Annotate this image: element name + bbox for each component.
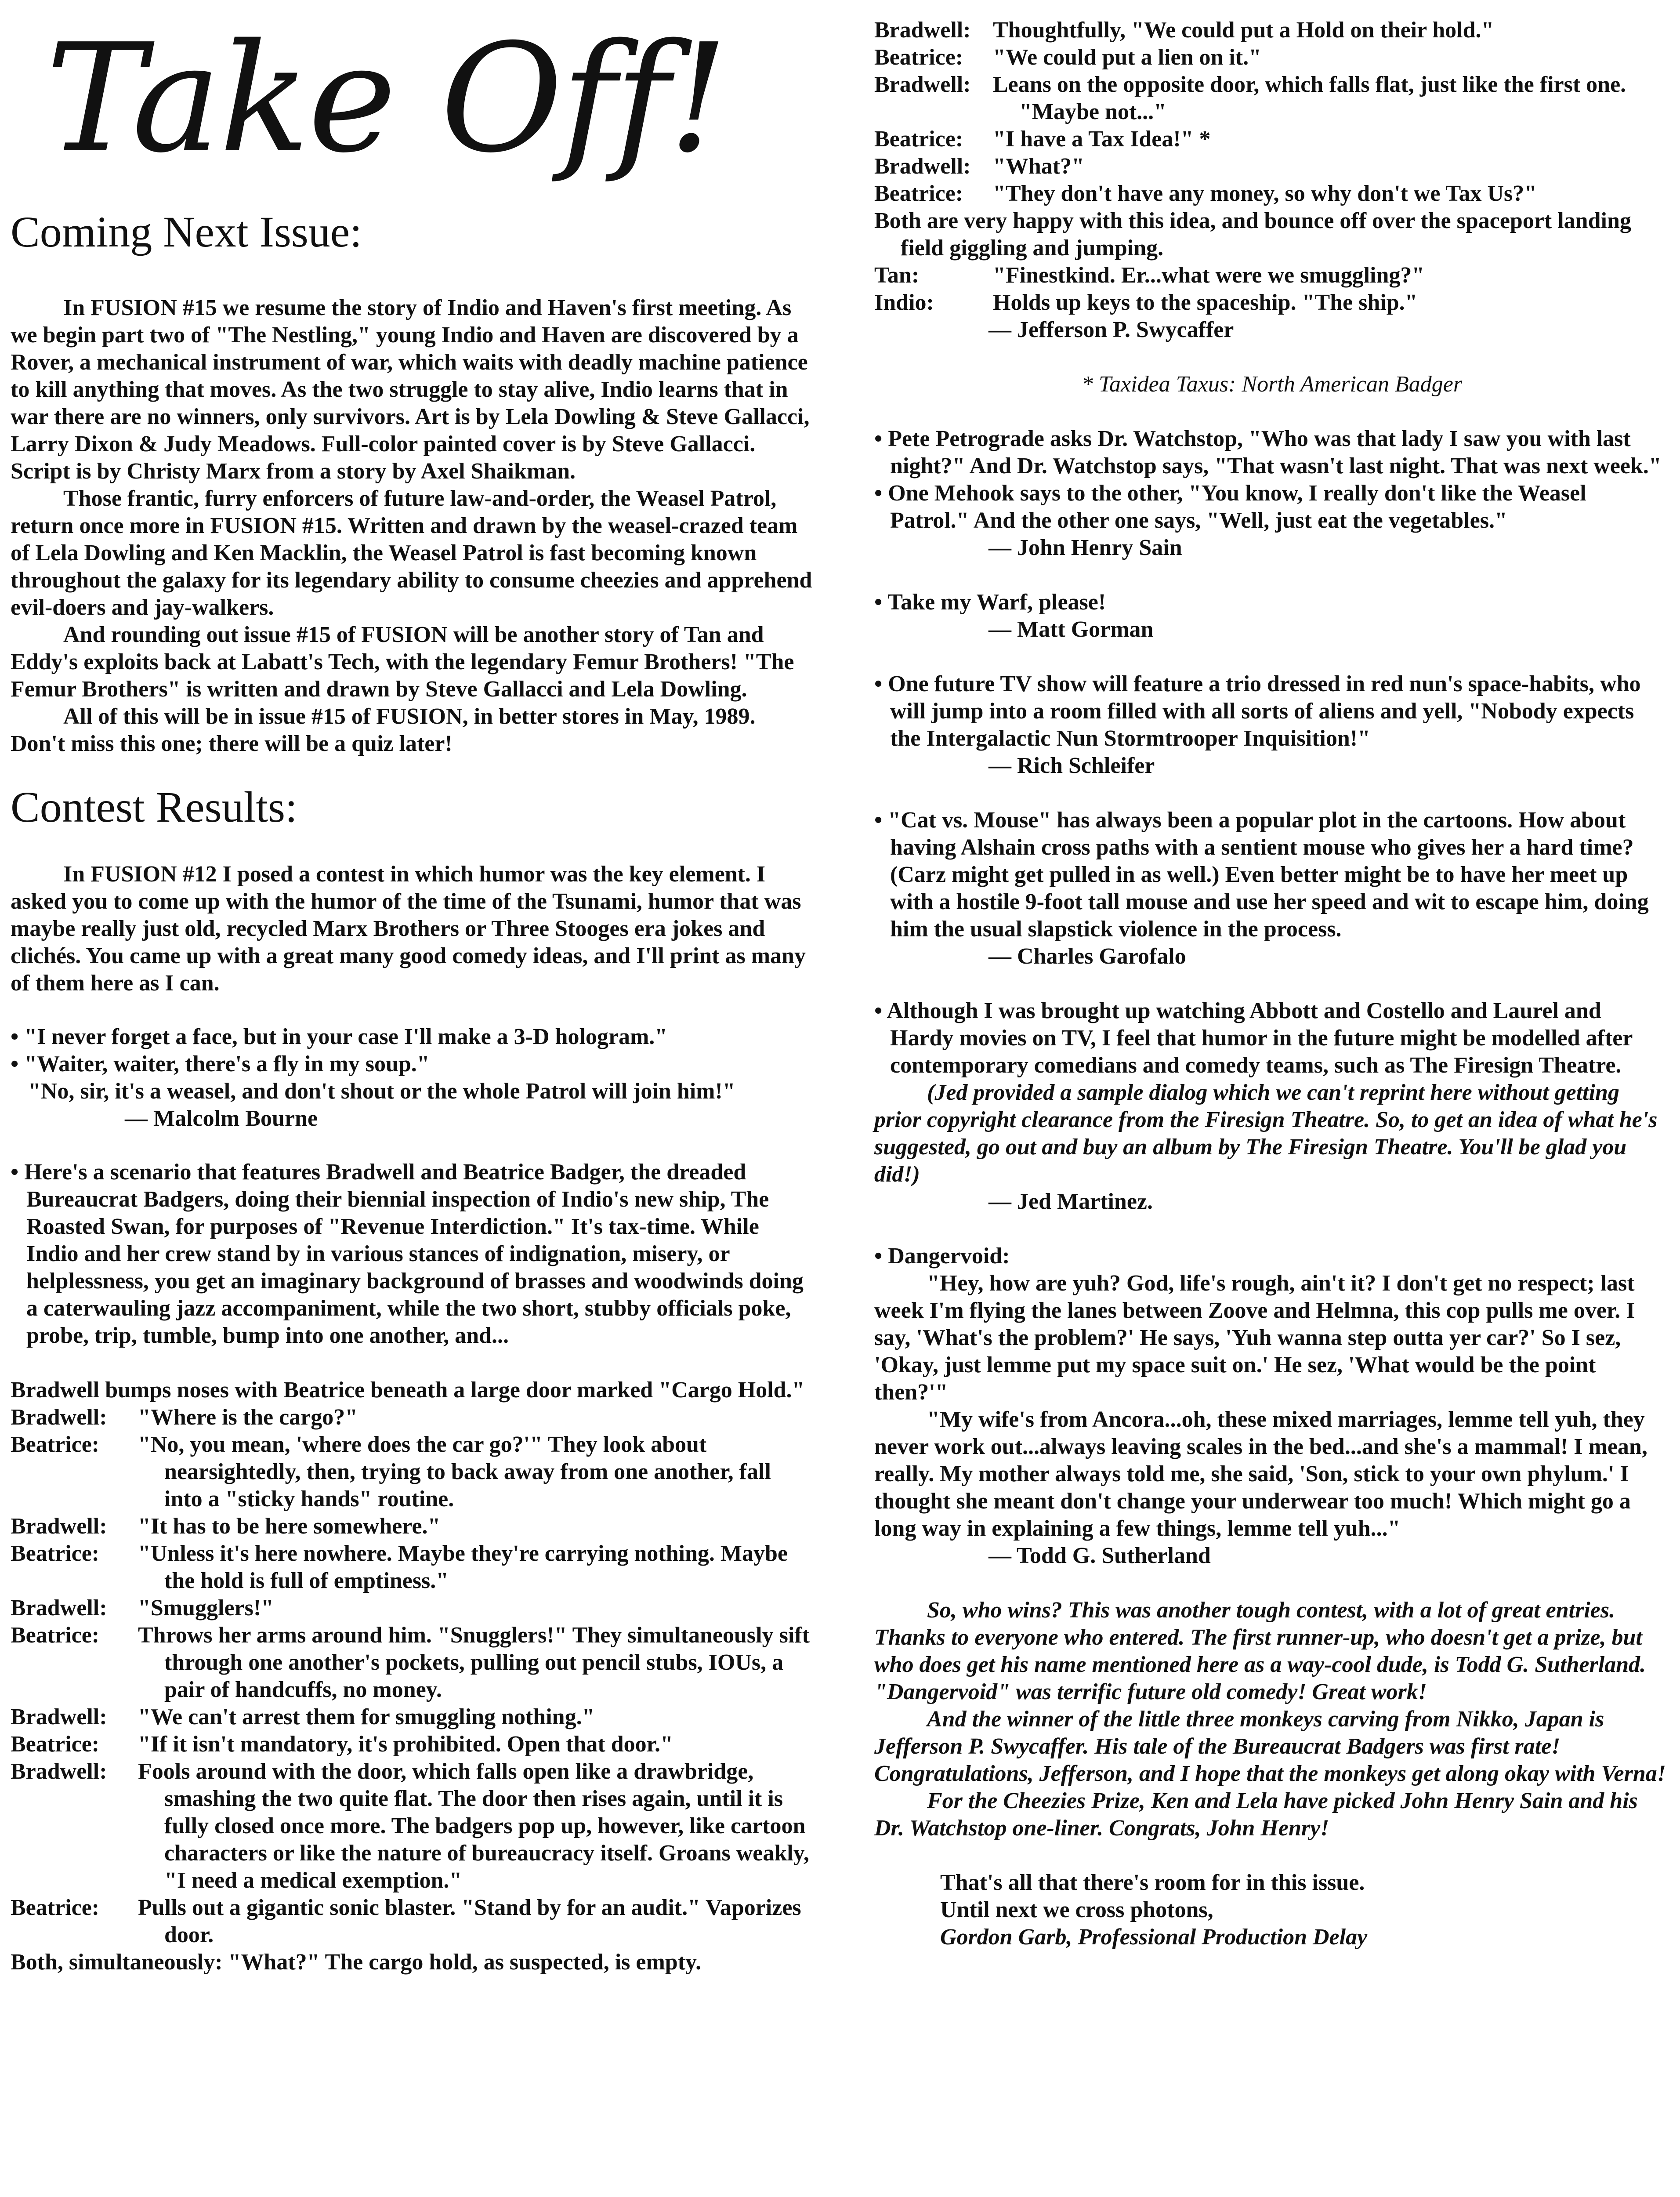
joke-line: • "Cat vs. Mouse" has always been a popular plot in the cartoons. How about having Alshain cross paths with a sentient mouse who gives her a hard time? (Carz might get pulled in as well.) Even better might be to have her meet up with a hostile 9-foot tall mouse and use her speed and wit to escape him, doing him the usual slapstick violence in the process.	[874, 808, 1649, 942]
dialog-line	[11, 1404, 815, 1431]
signature: — Jed Martinez.	[988, 1189, 1153, 1214]
stage-direction: Bradwell bumps noses with Beatrice beneath a large door marked "Cargo Hold."	[11, 1378, 805, 1403]
entry-gorman	[874, 589, 1669, 643]
joke-line: • "I never forget a face, but in your case I'll make a 3-D hologram."	[11, 1024, 668, 1049]
dialog-line	[11, 1595, 815, 1622]
editor-note: (Jed provided a sample dialog which we can't reprint here without getting prior copyright clearance from the Firesign Theatre. So, to get an idea of what he's suggested, go out and buy an album by The Firesign Theatre. You'll be glad you did!)	[874, 1080, 1658, 1187]
joke-line: • One future TV show will feature a trio dressed in red nun's space-habits, who will jump into a room filled with all sorts of aliens and yell, "Nobody expects the Intergalactic Nun Stormtrooper Inquisition!"	[874, 671, 1641, 751]
dialog-text: Fools around with the door, which falls open like a drawbridge, smashing the two quite flat. The door then rises again, until it is fully closed once more. The badgers pop up, however, like cartoon characters or like the nature of bureaucracy itself. Groans weakly, "I need a medical exemption."	[138, 1759, 809, 1893]
dialog-line	[874, 289, 1669, 316]
signature: — Todd G. Sutherland	[988, 1543, 1211, 1568]
next-issue-paragraph: All of this will be in issue #15 of FUSION, in better stores in May, 1989. Don't miss this one; there will be a quiz later!	[11, 704, 756, 756]
dialog-text: "I have a Tax Idea!" *	[993, 127, 1211, 152]
signature: — John Henry Sain	[988, 535, 1182, 560]
dialog-text: "Smugglers!"	[138, 1595, 274, 1621]
dialog-text: "We can't arrest them for smuggling nothing."	[138, 1704, 595, 1729]
both-happy: Both are very happy with this idea, and bounce off over the spaceport landing field giggling and jumping.	[874, 208, 1631, 261]
speaker: Bradwell:	[11, 1405, 107, 1430]
entry-sain	[874, 425, 1669, 562]
winners-paragraph: And the winner of the little three monkeys carving from Nikko, Japan is Jefferson P. Swycaffer. His tale of the Bureaucrat Badgers was first rate! Congratulations, Jefferson, and I hope that the monkeys get along okay with Verna!	[874, 1707, 1666, 1786]
speaker: Indio:	[874, 290, 934, 315]
dialog-text: "Finestkind. Er...what were we smuggling?"	[993, 263, 1425, 288]
closing-line: That's all that there's room for in this issue.	[940, 1870, 1365, 1895]
joke-line: • "Waiter, waiter, there's a fly in my soup."	[11, 1051, 430, 1077]
dialog-left	[11, 1404, 815, 1976]
joke-paragraph: "Hey, how are yuh? God, life's rough, ain't it? I don't get no respect; last week I'm flying the lanes between Zoove and Helmna, this cop pulls me over. I say, 'What's the problem?' He says, 'Yuh wanna step outta yer car?' So I sez, 'Okay, just lemme put my space suit on.' He sez, 'What would be the point then?'"	[874, 1271, 1635, 1405]
dialog-text: "They don't have any money, so why don't we Tax Us?"	[993, 181, 1537, 206]
dialog-text: Holds up keys to the spaceship. "The ship."	[993, 290, 1418, 315]
speaker: Beatrice:	[874, 181, 963, 206]
speaker: Beatrice:	[874, 127, 963, 152]
joke-paragraph: "My wife's from Ancora...oh, these mixed marriages, lemme tell yuh, they never work out...always leaving scales in the bed...and she's a mammal! I mean, really. My mother always told me, she said, 'Son, stick to your own phylum.' I thought she meant don't change your underwear too much! Which might go a long way in explaining a few things, lemme tell yuh..."	[874, 1407, 1647, 1541]
joke-line: "No, sir, it's a weasel, and don't shout or the whole Patrol will join him!"	[28, 1079, 735, 1104]
scenario-intro: • Here's a scenario that features Bradwell and Beatrice Badger, the dreaded Bureaucrat Badgers, doing their biennial inspection of Indio's new ship, The Roasted Swan, for purposes of "Revenue Interdiction." It's tax-time. While Indio and her crew stand by in various stances of indignation, misery, or helplessness, you get an imaginary background of brasses and woodwinds doing a caterwauling jazz accompaniment, while the two short, stubby officials poke, probe, trip, tumble, bump into one another, and...	[11, 1160, 804, 1348]
winners-paragraph: So, who wins? This was another tough contest, with a lot of great entries. Thanks to everyone who entered. The first runner-up, who doesn't get a prize, but who does get his name mentioned here as a way-cool dude, is Todd G. Sutherland. "Dangervoid" was terrific future old comedy! Great work!	[874, 1598, 1646, 1704]
joke-line: • Although I was brought up watching Abbott and Costello and Laurel and Hardy movies on TV, I feel that humor in the future might be modelled after contemporary comedians and comedy teams, such as The Firesign Theatre.	[874, 998, 1633, 1078]
signature: — Jefferson P. Swycaffer	[988, 317, 1234, 342]
dialog-text: "If it isn't mandatory, it's prohibited. Open that door."	[138, 1732, 673, 1757]
speaker: Bradwell:	[874, 18, 971, 43]
dialog-line	[11, 1731, 815, 1758]
dialog-text: Thoughtfully, "We could put a Hold on their hold."	[993, 18, 1494, 43]
next-issue-heading: Coming Next Issue:	[11, 207, 362, 256]
footnote-taxidea: * Taxidea Taxus: North American Badger	[1081, 372, 1463, 397]
dialog-line	[11, 1704, 815, 1731]
dialog-text: Leans on the opposite door, which falls flat, just like the first one. "Maybe not..."	[993, 72, 1626, 124]
joke-line: • One Mehook says to the other, "You know, I really don't like the Weasel Patrol." And the other one says, "Well, just eat the vegetables."	[874, 481, 1586, 533]
dialog-right	[874, 17, 1669, 344]
entry-label: • Dangervoid:	[874, 1244, 1010, 1269]
speaker: Beatrice:	[874, 45, 963, 70]
next-issue-paragraph: And rounding out issue #15 of FUSION will be another story of Tan and Eddy's exploits back at Labatt's Tech, with the legendary Femur Brothers! "The Femur Brothers" is written and drawn by Steve Gallacci and Lela Dowling.	[11, 622, 794, 702]
dialog-text: "It has to be here somewhere."	[138, 1514, 441, 1539]
speaker: Bradwell:	[874, 154, 971, 179]
entry-schleifer	[874, 671, 1669, 779]
winners-section	[874, 1597, 1669, 1842]
speaker: Bradwell:	[11, 1759, 107, 1784]
left-column	[11, 0, 815, 1976]
dialog-line	[874, 44, 1669, 71]
speaker: Bradwell:	[11, 1514, 107, 1539]
speaker: Beatrice:	[11, 1732, 100, 1757]
dialog-line	[874, 17, 1669, 44]
entry-dangervoid	[874, 1243, 1669, 1570]
speaker: Beatrice:	[11, 1541, 100, 1566]
dialog-line	[11, 1758, 815, 1894]
dialog-text: "No, you mean, 'where does the car go?'" They look about nearsightedly, then, trying to back away from one another, fall into a "sticky hands" routine.	[138, 1432, 771, 1512]
speaker: Beatrice:	[11, 1432, 100, 1457]
both-line: Both, simultaneously: "What?" The cargo hold, as suspected, is empty.	[11, 1950, 702, 1975]
dialog-line	[11, 1622, 815, 1704]
next-issue-body	[11, 294, 815, 758]
dialog-line	[11, 1513, 815, 1540]
signature: — Rich Schleifer	[988, 753, 1155, 778]
closing-signature: Gordon Garb, Professional Production Delay	[940, 1925, 1368, 1950]
dialog-line	[874, 126, 1669, 153]
dialog-text: Throws her arms around him. "Snugglers!" They simultaneously sift through one another's pockets, pulling out pencil stubs, IOUs, a pair of handcuffs, no money.	[138, 1623, 810, 1702]
dialog-text: Pulls out a gigantic sonic blaster. "Stand by for an audit." Vaporizes door.	[138, 1895, 801, 1947]
right-column	[874, 17, 1669, 1951]
dialog-line	[874, 153, 1669, 180]
next-issue-paragraph: In FUSION #15 we resume the story of Indio and Haven's first meeting. As we begin part two of "The Nestling," young Indio and Haven are discovered by a Rover, a mechanical instrument of war, which waits with deadly machine patience to kill anything that moves. As the two struggle to stay alive, Indio learns that in war there are no winners, only survivors. Art is by Lela Dowling & Steve Gallacci, Larry Dixon & Judy Meadows. Full-color painted cover is by Steve Gallacci. Script is by Christy Marx from a story by Axel Shaikman.	[11, 295, 810, 484]
closing	[874, 1869, 1669, 1951]
dialog-text: "Unless it's here nowhere. Maybe they're carrying nothing. Maybe the hold is full of emptiness."	[138, 1541, 788, 1593]
joke-line: • Pete Petrograde asks Dr. Watchstop, "Who was that lady I saw you with last night?" And Dr. Watchstop says, "That wasn't last night. That was next week."	[874, 426, 1662, 479]
speaker: Beatrice:	[11, 1895, 100, 1920]
entry-garofalo	[874, 807, 1669, 970]
entry-bourne	[11, 1023, 815, 1132]
contest-intro: In FUSION #12 I posed a contest in which humor was the key element. I asked you to come up with the humor of the time of the Tsunami, humor that was maybe really just old, recycled Marx Brothers or Three Stooges era jokes and clichés. You came up with a great many good comedy ideas, and I'll print as many of them here as I can.	[11, 862, 806, 996]
dialog-line	[874, 71, 1669, 126]
speaker: Bradwell:	[11, 1595, 107, 1621]
winners-paragraph: For the Cheezies Prize, Ken and Lela have picked John Henry Sain and his Dr. Watchstop one-liner. Congrats, John Henry!	[874, 1788, 1638, 1841]
joke-line: • Take my Warf, please!	[874, 590, 1106, 615]
page-title: Take Off!	[46, 12, 727, 186]
entry-martinez	[874, 997, 1669, 1215]
speaker: Tan:	[874, 263, 920, 288]
signature: — Malcolm Bourne	[125, 1106, 318, 1131]
speaker: Beatrice:	[11, 1623, 100, 1648]
dialog-text: "What?"	[993, 154, 1084, 179]
signature: — Charles Garofalo	[988, 944, 1186, 969]
dialog-line	[874, 262, 1669, 289]
dialog-line	[874, 180, 1669, 207]
dialog-line	[11, 1894, 815, 1949]
closing-line: Until next we cross photons,	[940, 1897, 1213, 1922]
dialog-text: "We could put a lien on it."	[993, 45, 1262, 70]
speaker: Bradwell:	[11, 1704, 107, 1729]
contest-heading: Contest Results:	[11, 783, 297, 831]
signature: — Matt Gorman	[988, 617, 1154, 642]
dialog-text: "Where is the cargo?"	[138, 1405, 358, 1430]
dialog-line	[11, 1431, 815, 1513]
next-issue-paragraph: Those frantic, furry enforcers of future law-and-order, the Weasel Patrol, return once more in FUSION #15. Written and drawn by the weasel-crazed team of Lela Dowling and Ken Macklin, the Weasel Patrol is fast becoming known throughout the galaxy for its legendary ability to consume cheezies and apprehend evil-doers and jay-walkers.	[11, 486, 812, 620]
speaker: Bradwell:	[874, 72, 971, 97]
dialog-line	[11, 1540, 815, 1595]
